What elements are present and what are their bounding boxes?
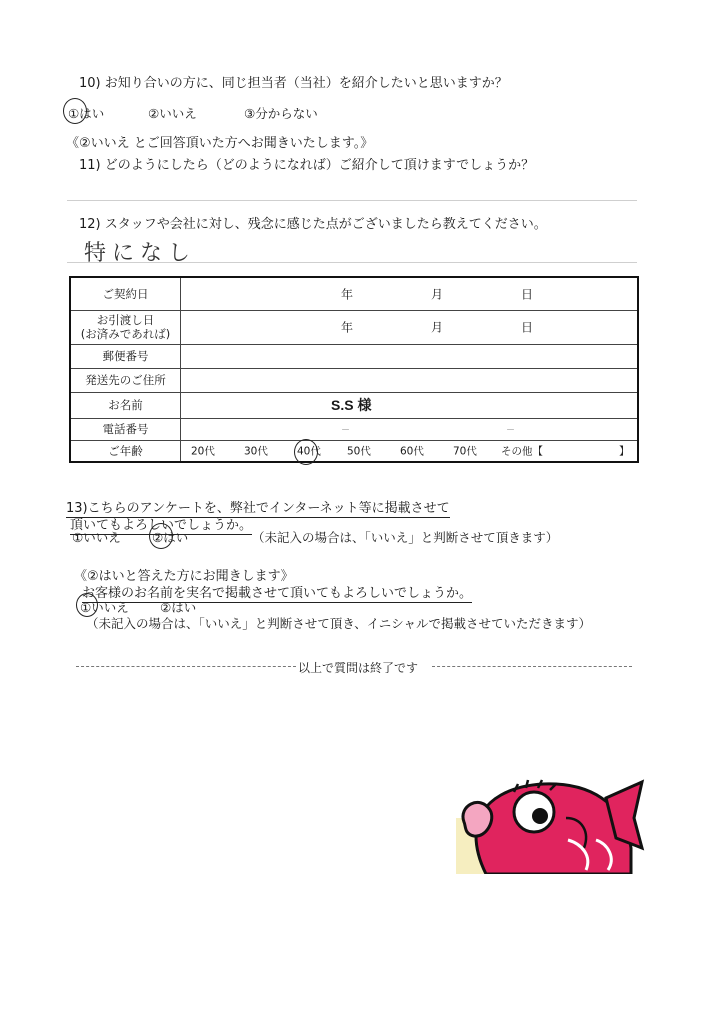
label-postal-code: 郵便番号 xyxy=(70,344,181,368)
customer-info-table xyxy=(69,276,639,463)
q11-answer-line xyxy=(67,200,637,201)
q11-question: 11) どのようにしたら（どのようになれば）ご紹介して頂けますでしょうか？ xyxy=(79,158,535,173)
footer-end-text: 以上で質問は終了です xyxy=(298,661,419,675)
q13b-option-yes[interactable]: ②はい xyxy=(160,600,197,615)
phone-dash-1: － xyxy=(341,425,351,436)
q13-option-no[interactable]: ①いいえ xyxy=(72,530,121,545)
name-field[interactable] xyxy=(181,392,639,418)
q12-question: 12) スタッフや会社に対し、残念に感じた点がございましたら教えてください。 xyxy=(79,217,547,232)
age-field[interactable] xyxy=(181,440,639,462)
footer-dash-right xyxy=(432,666,632,667)
q11-intro: 《②いいえ とご回答頂いた方へお聞きいたします。》 xyxy=(66,136,374,151)
customer-name: S.S 様 xyxy=(331,397,372,413)
contract-date-field[interactable] xyxy=(181,277,639,310)
age-70s[interactable]: 70代 xyxy=(453,445,477,458)
footer-dash-left xyxy=(76,666,296,667)
q10-option-1[interactable]: ①はい xyxy=(68,106,105,121)
handover-year: 年 xyxy=(341,320,354,335)
q10-option-2[interactable]: ②いいえ xyxy=(148,106,197,121)
label-handover-date: お引渡し日 (お済みであれば) xyxy=(70,310,181,344)
postal-code-field[interactable] xyxy=(181,344,639,368)
q13-question-line-2: 頂いてもよろしいでしょうか。 xyxy=(70,518,253,533)
age-50s[interactable]: 50代 xyxy=(347,445,371,458)
q13-note: （未記入の場合は、「いいえ」と判断させて頂きます） xyxy=(252,530,559,545)
q13b-option-no[interactable]: ①いいえ xyxy=(80,600,129,615)
label-contract-date: ご契約日 xyxy=(70,277,181,310)
q13-option-yes[interactable]: ②はい xyxy=(152,530,189,545)
handover-month: 月 xyxy=(431,320,444,335)
age-other[interactable]: その他【 xyxy=(501,445,543,458)
age-60s[interactable]: 60代 xyxy=(400,445,424,458)
age-20s[interactable]: 20代 xyxy=(191,445,215,458)
q10-selection-circle xyxy=(63,98,87,124)
contract-month: 月 xyxy=(431,287,444,302)
phone-dash-2: － xyxy=(506,425,516,436)
age-40s[interactable]: 40代 xyxy=(297,445,321,458)
q12-answer-line xyxy=(67,262,637,263)
label-address: 発送先のご住所 xyxy=(70,368,181,392)
q13-selection-circle xyxy=(149,523,173,549)
q13-question-line-1: 13)こちらのアンケートを、弊社でインターネット等に掲載させて xyxy=(66,501,450,516)
label-phone: 電話番号 xyxy=(70,418,181,440)
age-selection-circle xyxy=(294,439,318,465)
handover-day: 日 xyxy=(521,320,534,335)
handover-date-field[interactable] xyxy=(181,310,639,344)
q10-question: 10) お知り合いの方に、同じ担当者（当社）を紹介したいと思いますか？ xyxy=(79,76,508,91)
q13b-note: （未記入の場合は、「いいえ」と判断させて頂き、イニシャルで掲載させていただきます） xyxy=(86,616,592,631)
sea-bream-mascot-icon xyxy=(456,778,646,874)
contract-day: 日 xyxy=(521,287,534,302)
address-field[interactable] xyxy=(181,368,639,392)
label-age: ご年齢 xyxy=(70,440,181,462)
q13b-question: お客様のお名前を実名で掲載させて頂いてもよろしいでしょうか。 xyxy=(82,586,473,601)
q10-option-3[interactable]: ③分からない xyxy=(244,106,318,121)
phone-field[interactable] xyxy=(181,418,639,440)
q12-handwritten-answer: 特になし xyxy=(84,241,197,266)
age-30s[interactable]: 30代 xyxy=(244,445,268,458)
contract-year: 年 xyxy=(341,287,354,302)
q13b-intro: 《②はいと答えた方にお聞きします》 xyxy=(74,569,294,584)
label-name: お名前 xyxy=(70,392,181,418)
age-other-close-bracket: 】 xyxy=(619,445,630,458)
